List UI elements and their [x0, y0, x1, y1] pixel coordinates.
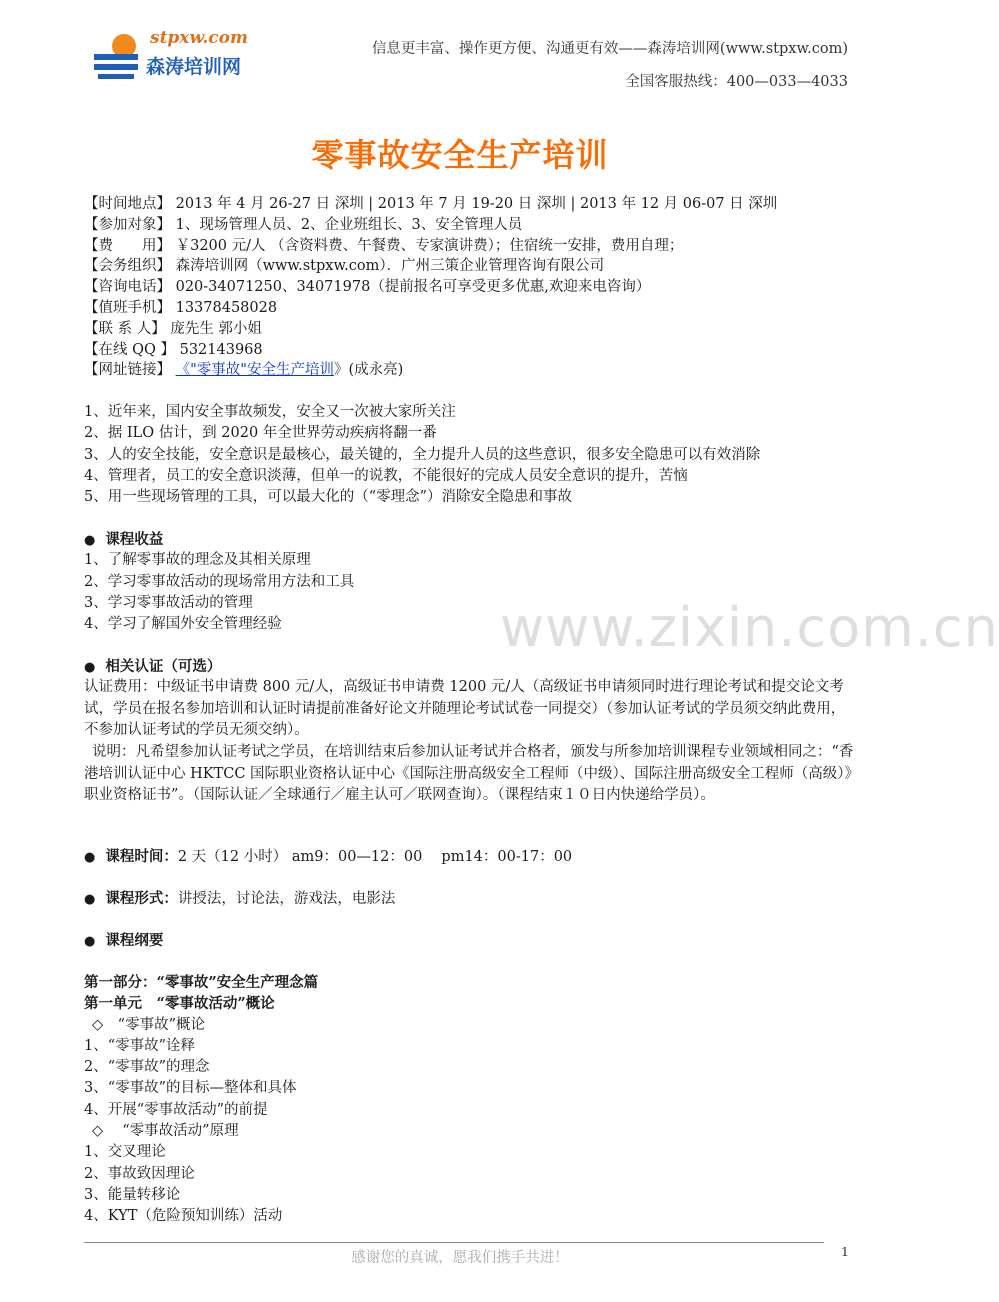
info-value: 020-34071250、34071978（提前报名可享受更多优惠,欢迎来电咨询）: [175, 279, 651, 296]
section-heading: ● 相关认证（可选）: [84, 656, 854, 677]
info-label: 【值班手机】: [84, 299, 171, 316]
outline-line: 2、“零事故”的理念: [84, 1059, 210, 1076]
outline-line: 3、“零事故”的目标—整体和具体: [84, 1080, 297, 1097]
list-item: 4、管理者，员工的安全意识淡薄，但单一的说教，不能很好的完成人员安全意识的提升，苦恼: [84, 467, 688, 484]
header-hotline: 全国客服热线：400—033—4033: [625, 74, 848, 90]
outline-line: 4、开展“零事故活动”的前提: [84, 1101, 268, 1118]
header-tagline: 信息更丰富、操作更方便、沟通更有效——森涛培训网(www.stpxw.com): [371, 41, 848, 57]
site-logo[interactable]: [92, 26, 252, 82]
list-item: 1、近年来，国内安全事故频发，安全又一次被大家所关注: [84, 404, 456, 420]
info-value: 2013 年 4 月 26-27 日 深圳 | 2013 年 7 月 19-20 日 深圳 | 2013 年 12 月 06-07 日 深圳: [175, 196, 778, 212]
list-item: 5、用一些现场管理的工具，可以最大化的（“零理念”）消除安全隐患和事故: [84, 489, 573, 506]
time-label: ● 课程时间：: [84, 848, 178, 865]
logo-name: 森涛培训网: [146, 56, 242, 78]
link-suffix: 》(成永亮): [333, 362, 404, 379]
page-title: 零事故安全生产培训: [311, 136, 609, 174]
info-row: [84, 256, 777, 277]
info-value: 13378458028: [175, 299, 278, 316]
info-label: 【参加对象】: [84, 216, 171, 233]
list-item: 2、学习零事故活动的现场常用方法和工具: [84, 573, 355, 590]
format-value: 讲授法，讨论法，游戏法，电影法: [177, 891, 396, 907]
info-row-link: [84, 360, 777, 381]
course-link[interactable]: "零事故"安全生产培训: [190, 362, 334, 379]
cert-fee-paragraph: 认证费用：中级证书申请费 800 元/人，高级证书申请费 1200 元/人（高级证书申请须同时进行理论考试和提交论文考试，学员在报名参加培训和认证时请提前准备好论文并随理论考试试卷一同提交）（参加认证考试的学员须交纳此费用，不参加认证考试的学员无须交纳）。: [84, 679, 846, 739]
info-value: ￥3200 元/人 （含资料费、午餐费、专家演讲费）；住宿统一安排，费用自理；: [175, 237, 684, 254]
info-label: 【在线 QQ 】: [84, 341, 175, 358]
list-item: 2、据 ILO 估计，到 2020 年全世界劳动疾病将翻一番: [84, 425, 437, 442]
info-value: 1、现场管理人员、2、企业班组长、3、安全管理人员: [175, 216, 523, 233]
outline-line: 1、交叉理论: [84, 1144, 166, 1161]
outline-line: 1、“零事故”诠释: [84, 1037, 196, 1054]
info-value: 庞先生 郭小姐: [170, 320, 262, 337]
format-label: ● 课程形式：: [84, 890, 178, 907]
info-row: [84, 298, 777, 319]
info-list: [84, 194, 777, 381]
info-row: [84, 215, 777, 236]
intro-list: [84, 402, 854, 508]
info-label: 【联 系 人】: [84, 320, 166, 337]
cert-section: [84, 656, 854, 807]
outline-section: [84, 930, 854, 951]
logo-url: stpxw.com: [150, 28, 248, 48]
outline-line: 3、能量转移论: [84, 1186, 181, 1203]
footer-text: 感谢您的真诚，愿我们携手共进！: [351, 1250, 569, 1266]
outline-line: ◇ “零事故”概论: [92, 1016, 205, 1033]
page-number: 1: [841, 1244, 849, 1259]
section-heading: ● 课程纲要: [84, 930, 854, 951]
outline-line: ◇ “零事故活动”原理: [92, 1123, 239, 1140]
info-value: 532143968: [179, 341, 263, 358]
outline-part: 第一部分：“零事故”安全生产理念篇: [84, 974, 319, 991]
list-item: 3、人的安全技能，安全意识是最核心，最关键的，全力提升人员的这些意识，很多安全隐患可以有效消除: [84, 446, 761, 463]
info-row: [84, 319, 777, 340]
info-label: 【会务组织】: [84, 258, 171, 275]
info-value: 森涛培训网（www.stpxw.com）．广州三策企业管理咨询有限公司: [175, 258, 605, 275]
list-item: 1、了解零事故的理念及其相关原理: [84, 552, 311, 569]
watermark: www.zixin.com.cn: [500, 596, 999, 659]
section-heading: ● 课程收益: [84, 529, 854, 550]
format-section: [84, 888, 854, 909]
cert-note-paragraph: 说明：凡希望参加认证考试之学员，在培训结束后参加认证考试并合格者，颁发与所参加培训课程专业领域相同之：“香港培训认证中心 HKTCC 国际职业资格认证中心《国际注册高级安全工程师（中级）、国际注册高级安全工程师（高级）》职业资格证书”。（国际认证／全球通行／雇主认可／联网查询）。（课程结束１０日内快递给学员）。: [84, 744, 854, 804]
outline-list: [84, 972, 854, 1228]
info-row: [84, 340, 777, 361]
info-row: [84, 277, 777, 298]
info-row: [84, 236, 777, 257]
info-label: 【网址链接】: [84, 362, 171, 379]
info-label: 【咨询电话】: [84, 279, 171, 296]
outline-line: 2、事故致因理论: [84, 1165, 195, 1182]
time-section: [84, 846, 854, 867]
outline-line: 4、KYT（危险预知训练）活动: [84, 1208, 283, 1225]
list-item: 4、学习了解国外安全管理经验: [84, 616, 282, 633]
info-label: 【费 用】: [84, 237, 171, 254]
info-row: [84, 194, 777, 215]
time-value: 2 天（12 小时） am9：00—12：00 pm14：00-17：00: [177, 849, 573, 865]
info-label: 【时间地点】: [84, 196, 171, 212]
link-open-bracket: 《: [175, 362, 191, 379]
footer-divider: [84, 1242, 824, 1243]
list-item: 3、学习零事故活动的管理: [84, 594, 253, 611]
outline-unit: 第一单元 “零事故活动”概论: [84, 995, 275, 1013]
